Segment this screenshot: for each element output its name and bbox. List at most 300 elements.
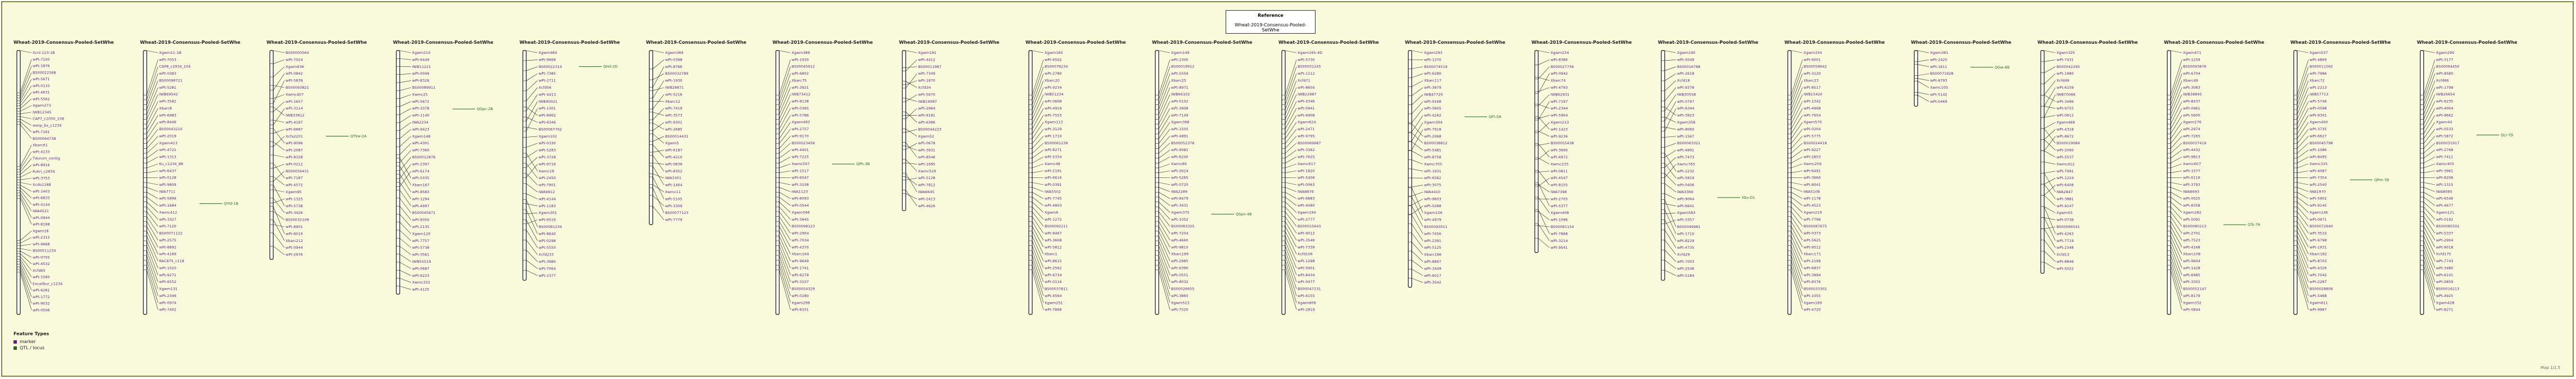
marker-label[interactable]: wPt-4326 [2310,266,2327,271]
marker-label[interactable]: wPt-2191 [1045,168,1062,173]
marker-label[interactable]: wPt-5265 [1171,175,1188,180]
marker-label[interactable]: wPt-0844 [2183,307,2200,312]
marker-label[interactable]: wPt-8206 [2436,175,2453,180]
marker-label[interactable]: wPt-7187 [286,176,303,181]
marker-label[interactable]: wPt-1020 [159,266,177,271]
marker-label[interactable]: wPt-3480 [2436,266,2453,271]
linkage-group-panel[interactable] [1405,40,1506,287]
marker-label[interactable]: Xwmc412 [159,210,178,215]
marker-label[interactable]: wPt-7064 [539,266,556,271]
marker-label[interactable]: BS00026655 [1171,286,1195,291]
marker-label[interactable]: wPt-1178 [1804,196,1821,201]
marker-label[interactable]: wPt-2213 [2310,85,2327,90]
marker-label[interactable]: wPt-7743 [2436,259,2453,264]
marker-label[interactable]: BS00031245 [1298,64,1321,69]
marker-label[interactable]: Xgwm428 [2436,300,2455,305]
marker-label[interactable]: IWA3366 [1677,190,1693,194]
marker-label[interactable]: wPt-1931 [2310,245,2327,250]
marker-label[interactable]: wPt-9603 [1424,197,1441,202]
marker-label[interactable]: BS00011562 [2310,64,2333,69]
marker-label[interactable]: Xcnl-123-1B [33,51,55,55]
marker-label[interactable]: wPt-2346 [159,293,177,298]
marker-label[interactable]: IWA3301 [665,176,681,181]
marker-label[interactable]: wPt-3735 [2310,127,2327,132]
marker-label[interactable]: wPt-5625 [1804,238,1821,243]
marker-label[interactable]: wPt-1684 [159,203,177,208]
marker-label[interactable]: Xbarc23 [1804,78,1819,83]
linkage-group-panel[interactable] [772,40,873,314]
marker-label[interactable]: wPt-8060 [1677,127,1694,132]
marker-label[interactable]: wPt-9032 [33,301,50,306]
marker-label[interactable]: wPt-5377 [1551,203,1568,208]
marker-label[interactable]: wPt-0128 [159,175,177,180]
marker-label[interactable]: wPt-0025 [2183,196,2200,201]
marker-label[interactable]: Xcdo1188 [33,182,51,187]
marker-label[interactable]: wPt-7003 [1677,259,1694,264]
marker-label[interactable]: wPt-5738 [286,203,303,208]
linkage-group-panel[interactable] [1658,40,1759,280]
marker-label[interactable]: IWB40021 [539,99,558,104]
marker-label[interactable]: wPt-5128 [918,176,936,181]
marker-label[interactable]: wPt-1183 [539,203,556,208]
linkage-group-panel[interactable] [2290,40,2391,314]
marker-label[interactable]: Xgwm624 [1298,120,1316,125]
marker-label[interactable]: IWB12345 [33,109,52,115]
marker-label[interactable]: Xgwm120 [412,231,431,236]
marker-label[interactable]: wPt-0298 [539,238,556,243]
marker-label[interactable]: wPt-0736 [2057,217,2074,222]
marker-label[interactable]: wPt-3302 [2183,280,2200,285]
marker-label[interactable]: wPt-0049 [412,71,430,76]
marker-label[interactable]: Xwmc332 [412,280,431,285]
marker-label[interactable]: wPt-1370 [1424,57,1441,62]
marker-label[interactable]: wPt-2397 [412,162,430,167]
marker-label[interactable]: wPt-8546 [918,155,936,159]
marker-label[interactable]: wPt-4413 [539,92,556,97]
marker-label[interactable]: Xbarc20 [1045,78,1060,83]
marker-label[interactable]: wPt-3931 [918,148,936,153]
linkage-group-panel[interactable] [646,40,747,225]
marker-label[interactable]: wPt-7225 [792,154,809,159]
marker-label[interactable]: wPt-7100 [33,57,50,62]
marker-label[interactable]: Xgwm121 [2436,210,2455,215]
marker-label[interactable]: wPt-8093 [792,196,809,201]
marker-label[interactable]: wPt-1505 [1171,127,1188,132]
marker-label[interactable]: BS00072640 [2310,224,2333,229]
marker-label[interactable]: wPt-8672 [2057,134,2074,139]
marker-label[interactable]: IWA1970 [2310,189,2326,194]
marker-label[interactable]: Xcfd49 [2057,78,2069,83]
marker-label[interactable]: wPt-4660 [1171,238,1188,243]
linkage-group-panel[interactable] [1911,40,2012,106]
marker-label[interactable]: wPt-0608 [1045,99,1062,104]
marker-label[interactable]: Xgwm570 [1804,120,1822,125]
marker-label[interactable]: wPt-1423 [1551,127,1568,132]
marker-label[interactable]: wPt-4572 [286,182,303,188]
marker-label[interactable]: wPt-7553 [1045,113,1062,118]
marker-label[interactable]: wPt-4523 [1804,203,1821,208]
marker-label[interactable]: wPt-7719 [2057,238,2074,243]
marker-label[interactable]: wPt-3378 [412,106,430,111]
marker-label[interactable]: Xcfd66 [2436,78,2449,83]
marker-label[interactable]: wPt-2705 [1551,197,1568,202]
marker-label[interactable]: wPt-5091 [2183,217,2200,222]
marker-label[interactable]: IWB38845 [2183,92,2202,97]
marker-label[interactable]: wPt-7349 [918,71,936,76]
marker-label[interactable]: wPt-1820 [1298,168,1315,173]
marker-label[interactable]: wPt-4919 [1045,106,1062,111]
marker-label[interactable]: Xgwm234 [1551,51,1569,55]
marker-label[interactable]: wPt-2287 [2310,280,2327,285]
marker-label[interactable]: Xgwm169 [1804,300,1822,305]
marker-label[interactable]: wPt-0544 [792,203,809,208]
marker-label[interactable]: BS00037419 [2183,140,2207,145]
marker-label[interactable]: IWA4410 [1424,190,1440,194]
marker-label[interactable]: wPt-9662 [2436,113,2453,118]
marker-label[interactable]: BS00022568 [33,70,56,75]
marker-label[interactable]: wPt-8758 [1424,155,1441,159]
marker-label[interactable]: wPt-5562 [33,97,50,102]
marker-label[interactable]: wPt-5738 [412,245,430,250]
marker-label[interactable]: BS00011234 [33,248,56,253]
marker-label[interactable]: wPt-7991 [2057,168,2074,173]
marker-label[interactable]: wPt-2199 [1804,259,1821,264]
marker-label[interactable]: Xwmc105 [1930,85,1949,90]
marker-label[interactable]: wPt-9227 [1804,148,1821,153]
chromosome-bar[interactable] [396,51,400,294]
marker-label[interactable]: wPt-7161 [33,130,50,134]
marker-label[interactable]: wPt-3793 [2183,182,2200,187]
qtl-label[interactable]: QSpn-4B [1236,212,1252,217]
marker-label[interactable]: wPt-8971 [1171,85,1188,90]
marker-label[interactable]: wPt-7385 [539,71,556,76]
marker-label[interactable]: wPt-3075 [1424,182,1441,188]
marker-label[interactable]: Xgwm400 [2310,120,2328,125]
marker-label[interactable]: wPt-4318 [2057,127,2074,132]
marker-label[interactable]: wPt-8168 [33,222,50,227]
marker-label[interactable]: Xgwm408 [1551,211,1569,216]
marker-label[interactable]: Xgwm293 [1424,51,1443,55]
marker-label[interactable]: wPt-9170 [792,134,809,139]
marker-label[interactable]: wPt-9096 [286,141,303,146]
marker-label[interactable]: BS00061239 [1045,140,1068,145]
marker-label[interactable]: wPt-7053 [159,57,177,62]
marker-label[interactable]: BS00052376 [1171,140,1195,145]
marker-label[interactable]: wPt-1325 [286,197,303,202]
qtl-label[interactable]: QFt-5A [1489,115,1502,120]
marker-label[interactable]: wPt-7431 [2057,57,2074,62]
marker-label[interactable]: wPt-6280 [1424,71,1441,76]
marker-label[interactable]: wPt-6235 [2436,99,2453,104]
marker-label[interactable]: BS00014431 [665,134,689,139]
marker-label[interactable]: wPt-1695 [918,162,936,167]
marker-label[interactable]: Xcfd71 [1298,78,1310,83]
marker-label[interactable]: wPt-5406 [1298,175,1315,180]
marker-label[interactable]: wPt-6833 [33,195,50,200]
marker-label[interactable]: wPt-3426 [286,211,303,216]
marker-label[interactable]: wPt-6627 [2310,134,2327,139]
marker-label[interactable]: Xwmc765 [1677,162,1696,167]
marker-label[interactable]: Xwmc617 [1298,161,1316,166]
marker-label[interactable]: wPt-9350 [412,217,430,222]
marker-label[interactable]: wPt-6983 [159,113,177,118]
marker-label[interactable]: wPt-6047 [792,175,809,180]
marker-label[interactable]: wPt-0942 [1551,71,1568,76]
linkage-group-panel[interactable] [140,40,241,314]
marker-label[interactable]: wPt-0383 [159,71,177,76]
marker-label[interactable]: Xgwm276 [2183,120,2202,125]
marker-label[interactable]: wPt-0330 [539,141,556,146]
marker-label[interactable]: wPt-0944 [33,215,50,220]
marker-label[interactable]: BS00093876 [2183,64,2207,69]
marker-label[interactable]: wPt-9649 [792,259,809,264]
marker-label[interactable]: wPt-3120 [1804,71,1821,76]
marker-label[interactable]: IWB66102 [1171,92,1190,97]
marker-label[interactable]: IWB30558 [1677,92,1696,97]
marker-label[interactable]: BS00071122 [159,231,183,236]
marker-label[interactable]: wPt-4979 [1424,217,1441,222]
linkage-group-panel[interactable] [13,40,114,314]
marker-label[interactable]: Xbarc61 [33,143,48,148]
marker-label[interactable]: Xgwm368 [1171,120,1190,125]
marker-label[interactable]: Xbarc186 [1424,252,1442,257]
marker-label[interactable]: BS00085502 [2436,224,2460,229]
marker-label[interactable]: Xcfd233 [539,252,554,257]
marker-label[interactable]: wPt-6502 [1045,57,1062,62]
marker-label[interactable]: IWB51234 [1045,92,1064,97]
marker-label[interactable]: wPt-0133 [33,83,50,88]
marker-label[interactable]: wPt-0678 [918,141,936,146]
marker-label[interactable]: wPt-2985 [1171,259,1188,264]
marker-label[interactable]: BS00042295 [2057,64,2080,69]
marker-label[interactable]: IWB28871 [665,85,684,90]
marker-label[interactable]: BS00089911 [412,85,436,90]
marker-label[interactable]: Xcfd175 [2436,252,2451,257]
marker-label[interactable]: wPt-6187 [665,148,683,153]
marker-label[interactable]: wPt-0944 [286,245,303,250]
marker-label[interactable]: Xgwm369 [665,51,684,55]
marker-label[interactable]: wPt-1560 [33,275,50,280]
marker-label[interactable]: wPt-7354 [2310,175,2327,180]
marker-label[interactable]: wPt-7757 [412,238,430,243]
marker-label[interactable]: wPt-0551 [1171,272,1188,277]
marker-label[interactable]: wPt-2344 [1551,106,1568,111]
marker-label[interactable]: wPt-6562 [1424,176,1441,181]
marker-label[interactable]: Xgwm471 [2183,51,2202,55]
marker-label[interactable]: wPt-6019 [286,231,303,236]
marker-label[interactable]: CAP8_c2934_104 [159,64,191,69]
marker-label[interactable]: IWB69542 [159,92,178,97]
marker-label[interactable]: wPt-8101 [792,307,809,312]
marker-label[interactable]: wPt-0671 [2310,217,2327,222]
marker-label[interactable]: wPt-3177 [2436,57,2453,62]
marker-label[interactable]: BS00016788 [1677,64,1701,69]
marker-label[interactable]: wPt-1799 [2436,85,2453,90]
marker-label[interactable]: Xcfd18 [1677,78,1690,83]
marker-label[interactable]: BS00055438 [1551,141,1574,146]
marker-label[interactable]: wPt-5468 [2310,293,2327,298]
marker-label[interactable]: IWA9912 [539,190,555,194]
marker-label[interactable]: wPt-1403 [33,189,50,194]
marker-label[interactable]: wPt-8897 [1424,259,1441,264]
marker-label[interactable]: wPt-1611 [1930,64,1947,69]
marker-label[interactable]: wPt-1930 [665,78,683,83]
marker-label[interactable]: wPt-3865 [1171,293,1188,298]
marker-label[interactable]: Xgwm165 [1045,51,1063,55]
chromosome-bar[interactable] [1661,51,1665,280]
marker-label[interactable]: wPt-3496 [2057,99,2074,104]
marker-label[interactable]: wPt-0280 [792,293,809,298]
chromosome-bar[interactable] [902,51,906,211]
marker-label[interactable]: Xbarc167 [412,182,430,188]
marker-label[interactable]: wPt-4412 [918,57,936,62]
marker-label[interactable]: wPt-5671 [33,77,50,81]
marker-label[interactable]: Xgwm131 [159,286,178,291]
marker-label[interactable]: Xgwm332 [2183,300,2202,305]
marker-label[interactable]: wPt-5334 [1045,154,1062,159]
marker-label[interactable]: Xcfd56 [539,85,552,90]
marker-label[interactable]: wPt-8892 [159,245,177,250]
marker-label[interactable]: wPt-2232 [1677,168,1694,173]
marker-label[interactable]: Xbarc182 [2310,252,2328,257]
marker-label[interactable]: wPt-5730 [1298,57,1315,62]
marker-label[interactable]: wPt-2413 [918,197,936,202]
marker-label[interactable]: wPt-0063 [1298,182,1315,187]
marker-label[interactable]: Xcfa2201 [286,134,303,139]
marker-label[interactable]: wPt-9987 [2310,307,2327,312]
marker-label[interactable]: wPt-6449 [412,57,430,62]
marker-label[interactable]: Xgwm375 [1171,210,1190,215]
marker-label[interactable]: wPt-9181 [918,113,936,118]
marker-label[interactable]: wPt-0598 [2310,106,2327,111]
marker-label[interactable]: wPt-3309 [665,203,683,208]
marker-label[interactable]: BS00033302 [1804,286,1827,291]
marker-label[interactable]: wPt-8041 [1804,182,1821,187]
marker-label[interactable]: wPt-9378 [1677,85,1694,90]
marker-label[interactable]: IWA7711 [159,189,175,194]
marker-label[interactable]: wPt-3083 [2183,85,2200,90]
marker-label[interactable]: wPt-3573 [665,113,683,118]
marker-label[interactable]: BS00019084 [2057,141,2080,146]
marker-label[interactable]: wPt-6985 [2183,272,2200,277]
marker-label[interactable]: wPt-4262 [1424,113,1441,118]
marker-label[interactable]: wPt-6017 [1424,273,1441,278]
marker-label[interactable]: wPt-5672 [412,99,430,104]
marker-label[interactable]: wPt-7360 [412,148,430,153]
marker-label[interactable]: Tdurum_contig [33,156,60,161]
marker-label[interactable]: wPt-5812 [1045,245,1062,250]
marker-label[interactable]: wPt-0612 [2057,113,2074,118]
marker-label[interactable]: wPt-4087 [2310,168,2327,173]
marker-label[interactable]: BS00078234 [1045,64,1068,69]
marker-label[interactable]: wPt-8517 [1804,85,1821,90]
marker-label[interactable]: wPt-5281 [159,85,177,90]
marker-label[interactable]: wPt-3561 [412,252,430,257]
marker-label[interactable]: wPt-6516 [539,217,556,222]
marker-label[interactable]: wPt-2068 [1424,134,1441,139]
marker-label[interactable]: wPt-7402 [159,307,177,312]
marker-label[interactable]: Xgwm493 [792,120,810,125]
marker-label[interactable]: wPt-2450 [539,176,556,181]
marker-label[interactable]: Xgwm282 [2183,210,2202,215]
marker-label[interactable]: wPt-8271 [2436,307,2453,312]
marker-label[interactable]: Xgwm413 [159,140,178,145]
marker-label[interactable]: wPt-2377 [539,273,556,278]
marker-label[interactable]: IWA7398 [1551,190,1567,194]
marker-label[interactable]: wPt-6802 [792,71,809,76]
marker-label[interactable]: Xbarc117 [1424,78,1442,83]
marker-label[interactable]: wPt-9512 [1804,245,1821,250]
marker-label[interactable]: wPt-9147 [2057,203,2074,208]
marker-label[interactable]: wPt-8229 [1677,238,1694,243]
marker-label[interactable]: wPt-7866 [1045,307,1062,312]
marker-label[interactable]: Xbarc108 [2183,252,2201,257]
marker-label[interactable]: Xgwm304 [1424,120,1443,125]
marker-label[interactable]: Xgwm44 [2436,120,2452,125]
marker-label[interactable]: wPt-0797 [1677,99,1694,104]
marker-label[interactable]: wPt-6346 [539,120,556,125]
marker-label[interactable]: wPt-9236 [1551,134,1568,139]
marker-label[interactable]: Xgwm156 [1424,211,1443,216]
marker-label[interactable]: wPt-8386 [1551,57,1568,62]
marker-label[interactable]: wPt-8962 [539,113,556,118]
marker-label[interactable]: wPt-0859 [2436,280,2453,285]
marker-label[interactable]: IWB55519 [412,259,431,264]
marker-label[interactable]: wPt-4125 [412,287,430,292]
marker-label[interactable]: wPt-8615 [1045,259,1062,264]
marker-label[interactable]: BS00038812 [1424,141,1448,146]
marker-label[interactable]: IWA6645 [918,190,934,194]
marker-label[interactable]: wPt-5125 [1424,245,1441,250]
marker-label[interactable]: wPt-7024 [286,57,303,62]
marker-label[interactable]: wPt-5746 [2310,99,2327,104]
marker-label[interactable]: wPt-9809 [159,182,177,187]
marker-label[interactable]: wPt-5283 [539,148,556,153]
marker-label[interactable]: wPt-6883 [1298,196,1315,201]
marker-label[interactable]: wPt-1980 [2057,71,2074,76]
marker-label[interactable]: BS00015643 [1298,224,1321,229]
marker-label[interactable]: BS00081234 [539,225,562,229]
marker-label[interactable]: Xgwm190 [1677,51,1696,55]
marker-label[interactable]: wPt-0533 [2436,127,2453,132]
marker-label[interactable]: wPt-4803 [1045,203,1062,208]
marker-label[interactable]: wPt-8328 [286,155,303,159]
marker-label[interactable]: wPt-9795 [1298,134,1315,139]
marker-label[interactable]: wPt-1428 [2183,266,2200,271]
marker-label[interactable]: wPt-5845 [792,217,809,222]
marker-label[interactable]: wPt-4677 [2436,203,2453,208]
marker-label[interactable]: wPt-6223 [412,273,430,278]
marker-label[interactable]: wPt-9145 [2310,203,2327,208]
marker-label[interactable]: BS00069987 [1298,140,1321,145]
marker-label[interactable]: wPt-1517 [792,168,809,173]
marker-label[interactable]: IWA4521 [33,209,49,213]
linkage-group-panel[interactable] [1278,40,1379,314]
marker-label[interactable]: wPt-9423 [412,127,430,132]
marker-label[interactable]: wPt-1272 [1045,217,1062,222]
marker-label[interactable]: Xgwm95 [286,190,302,194]
marker-label[interactable]: wPt-8446 [159,120,177,125]
marker-label[interactable]: Xgwm5 [665,141,679,146]
marker-label[interactable]: BS00080213 [2183,224,2207,229]
marker-label[interactable]: Xgwm469 [2057,120,2075,125]
marker-label[interactable]: Xwmc235 [1551,162,1569,167]
marker-label[interactable]: wPt-0365 [792,106,809,111]
marker-label[interactable]: wPt-4133 [33,149,50,154]
marker-label[interactable]: wPt-3753 [33,176,50,181]
marker-label[interactable]: wPt-3107 [792,280,809,285]
marker-label[interactable]: wPt-4370 [792,245,809,250]
